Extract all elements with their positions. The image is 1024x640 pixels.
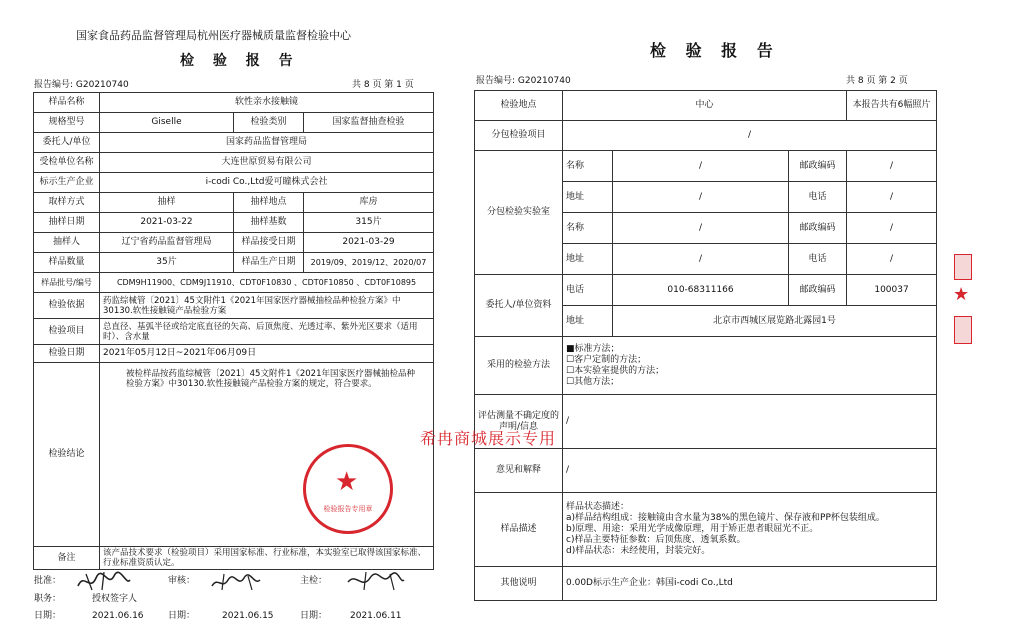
row-label: 取样方式	[34, 193, 100, 213]
lab-phone: /	[847, 244, 937, 275]
desc-line: d)样品状态：未经使用，封装完好。	[566, 546, 711, 556]
desc-line: b)原理、用途：采用光学成像原理，用于矫正患者眼屈光不正。	[566, 524, 819, 534]
row-label: 检验地点	[475, 91, 563, 121]
method-option-other: ☐其他方法；	[566, 376, 620, 387]
date-label: 日期：	[168, 611, 196, 621]
lab-name: /	[613, 213, 789, 244]
test-items: 总直径、基弧半径或给定底直径的矢高、后顶焦度、光透过率、紫外光区要求（适用时）、含水量	[100, 319, 434, 345]
approve-date: 2021.06.16	[92, 611, 144, 621]
model: Giselle	[100, 113, 234, 133]
desc-line: a)样品结构组成：接触镜由含水量为38%的黑色镜片、保存液和PP杯包装组成。	[566, 513, 885, 523]
row-label: 样品生产日期	[234, 253, 304, 273]
method-option-lab: ☐本实验室提供的方法；	[566, 365, 665, 376]
lab-postcode: /	[847, 213, 937, 244]
reviewer-signature	[208, 570, 264, 594]
client-postcode: 100037	[847, 275, 937, 306]
desc-line: 样品状态描述：	[566, 502, 630, 512]
date-label: 日期：	[34, 611, 62, 621]
field-label: 名称	[563, 213, 613, 244]
row-label: 抽样基数	[234, 213, 304, 233]
chief-signature	[344, 568, 408, 594]
method-option-standard: ■标准方法；	[566, 343, 620, 354]
test-methods	[563, 337, 937, 395]
lab-phone: /	[847, 182, 937, 213]
row-label: 样品名称	[34, 93, 100, 113]
seal-text: 检验报告专用章	[323, 505, 373, 513]
lab-address: /	[613, 182, 789, 213]
row-label: 分包检验实验室	[475, 151, 563, 275]
desc-line: c)样品主要特征参数：后顶焦度、透氧系数。	[566, 535, 746, 545]
report-number-2: 报告编号: G20210740	[476, 76, 571, 86]
row-label: 样品数量	[34, 253, 100, 273]
field-label: 邮政编码	[789, 151, 847, 182]
client: 国家药品监督管理局	[100, 133, 434, 153]
field-label: 名称	[563, 151, 613, 182]
row-label: 其他说明	[475, 567, 563, 601]
seal-fragment	[954, 254, 972, 280]
row-label: 评估测量不确定度的声明/信息	[475, 395, 563, 449]
row-label: 委托人/单位资料	[475, 275, 563, 337]
row-label: 检验日期	[34, 345, 100, 363]
test-date: 2021年05月12日~2021年06月09日	[100, 345, 434, 363]
field-label: 电话	[789, 182, 847, 213]
row-label: 采用的检验方法	[475, 337, 563, 395]
sample-description	[563, 493, 937, 567]
edge-seal	[952, 254, 974, 346]
review-label: 审核：	[168, 576, 196, 586]
row-label: 检验类别	[234, 113, 304, 133]
official-seal	[303, 444, 393, 534]
lab-name: /	[613, 151, 789, 182]
field-label: 电话	[563, 275, 613, 306]
row-label: 抽样日期	[34, 213, 100, 233]
page-title-2: 检 验 报 告	[650, 41, 780, 60]
other-notes: 0.00D标示生产企业：韩国i-codi Co.,Ltd	[563, 567, 937, 601]
row-label: 受检单位名称	[34, 153, 100, 173]
sampling-method: 抽样	[100, 193, 234, 213]
row-label: 检验项目	[34, 319, 100, 345]
field-label: 邮政编码	[789, 213, 847, 244]
field-label: 邮政编码	[789, 275, 847, 306]
field-label: 地址	[563, 182, 613, 213]
row-label: 样品批号/编号	[34, 273, 100, 293]
manufacture-date: 2019/09、2019/12、2020/07	[304, 253, 434, 273]
position-label: 职务：	[34, 594, 62, 604]
page-info: 共 8 页 第 1 页	[352, 80, 414, 90]
position-value: 授权签字人	[92, 594, 138, 604]
row-label: 样品接受日期	[234, 233, 304, 253]
approver-signature	[74, 568, 134, 594]
sampled-unit: 大连世原贸易有限公司	[100, 153, 434, 173]
manufacturer: i-codi Co.,Ltd爱可瞳株式会社	[100, 173, 434, 193]
received-date: 2021-03-29	[304, 233, 434, 253]
report-number: 报告编号: G20210740	[34, 80, 129, 90]
field-label: 地址	[563, 244, 613, 275]
row-label: 规格型号	[34, 113, 100, 133]
lab-address: /	[613, 244, 789, 275]
date-label: 日期：	[300, 611, 328, 621]
sampling-base: 315片	[304, 213, 434, 233]
page-title: 检 验 报 告	[180, 53, 300, 69]
field-label: 地址	[563, 306, 613, 337]
chief-date: 2021.06.11	[350, 611, 402, 621]
row-label: 样品描述	[475, 493, 563, 567]
method-option-custom: ☐客户定制的方法；	[566, 354, 647, 365]
review-date: 2021.06.15	[222, 611, 274, 621]
uncertainty-value: /	[563, 395, 937, 449]
row-label: 标示生产企业	[34, 173, 100, 193]
row-label: 备注	[34, 547, 100, 570]
opinion-value: /	[563, 449, 937, 493]
client-phone: 010-68311166	[613, 275, 789, 306]
test-place: 中心	[563, 91, 847, 121]
seal-fragment	[954, 316, 972, 344]
approve-label: 批准：	[34, 576, 62, 586]
sampler: 辽宁省药品监督管理局	[100, 233, 234, 253]
sample-quantity: 35片	[100, 253, 234, 273]
report-table-page2	[474, 90, 937, 601]
row-label: 委托人/单位	[34, 133, 100, 153]
watermark: 希冉商城展示专用	[420, 429, 557, 448]
chief-label: 主检：	[300, 576, 328, 586]
remark: 该产品技术要求（检验项目）采用国家标准、行业标准，本实验室已取得该国家标准、行业标准资质认定。	[100, 547, 434, 570]
test-basis: 药监综械管〔2021〕45文附件1《2021年国家医疗器械抽检品种检验方案》中30130.软性接触镜产品检验方案	[100, 293, 434, 319]
star-icon: ★	[335, 467, 359, 497]
photo-note: 本报告共有6幅照片	[847, 91, 937, 121]
page-info-2: 共 8 页 第 2 页	[846, 76, 908, 86]
lab-postcode: /	[847, 151, 937, 182]
test-category: 国家监督抽查检验	[304, 113, 434, 133]
sample-name: 软性亲水接触镜	[100, 93, 434, 113]
field-label: 电话	[789, 244, 847, 275]
subcontract-items: /	[563, 121, 937, 151]
conclusion-text: 被检样品按药监综械管〔2021〕45文附件1《2021年国家医疗器械抽检品种检验方案》中30130.软性接触镜产品检验方案的规定，符合要求。	[126, 369, 415, 389]
client-address: 北京市西城区展览路北露园1号	[613, 306, 937, 337]
row-label: 分包检验项目	[475, 121, 563, 151]
row-label: 抽样人	[34, 233, 100, 253]
row-label: 抽样地点	[234, 193, 304, 213]
row-label: 检验依据	[34, 293, 100, 319]
star-icon: ★	[953, 284, 970, 305]
test-conclusion	[100, 363, 434, 547]
issuing-organization: 国家食品药品监督管理局杭州医疗器械质量监督检验中心	[76, 29, 351, 42]
sampling-place: 库房	[304, 193, 434, 213]
row-label: 检验结论	[34, 363, 100, 547]
batch-numbers: CDM9H11900、CDM9J11910、CDT0F10830 、CDT0F10850 、CDT0F10895	[100, 273, 434, 293]
row-label: 意见和解释	[475, 449, 563, 493]
sampling-date: 2021-03-22	[100, 213, 234, 233]
